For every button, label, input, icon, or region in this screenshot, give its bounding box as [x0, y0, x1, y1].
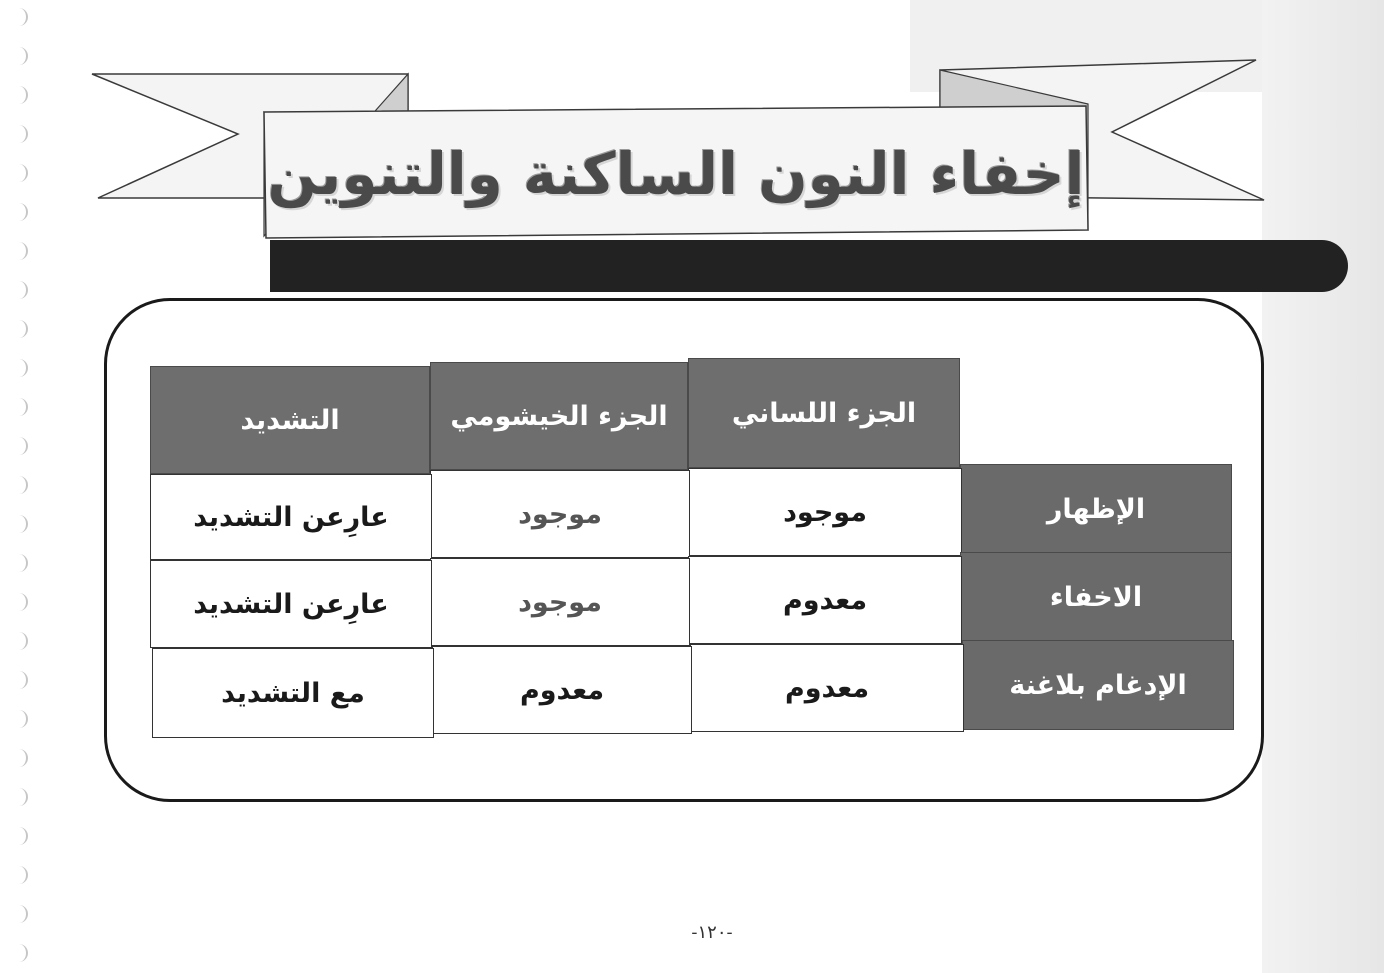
- column-header-nasal-part: الجزء الخيشومي: [430, 362, 688, 470]
- row-header-izhar: الإظهار: [960, 464, 1232, 554]
- binding-ring: [6, 515, 28, 533]
- cell-ikhfa-shaddah: عارِعن التشديد: [150, 560, 432, 648]
- binding-ring: [6, 476, 28, 494]
- binding-ring: [6, 788, 28, 806]
- binding-ring: [6, 554, 28, 572]
- title-underline-bar: [270, 240, 1348, 292]
- cell-idgham-shaddah: مع التشديد: [152, 648, 434, 738]
- column-header-shaddah: التشديد: [150, 366, 430, 474]
- binding-ring: [6, 710, 28, 728]
- cell-idgham-lingual: معدوم: [690, 644, 964, 732]
- binding-ring: [6, 398, 28, 416]
- cell-izhar-lingual: موجود: [688, 468, 962, 556]
- binding-ring: [6, 359, 28, 377]
- binding-ring: [6, 632, 28, 650]
- row-header-idgham-without-ghunnah: الإدغام بلاغنة: [962, 640, 1234, 730]
- row-header-ikhfa: الاخفاء: [960, 552, 1232, 642]
- page-title: إخفاء النون الساكنة والتنوين: [267, 140, 1085, 208]
- column-header-lingual-part: الجزء اللساني: [688, 358, 960, 468]
- binding-ring: [6, 827, 28, 845]
- cell-izhar-nasal: موجود: [430, 470, 690, 558]
- cell-ikhfa-nasal: موجود: [430, 558, 690, 646]
- binding-ring: [6, 866, 28, 884]
- binding-ring: [6, 320, 28, 338]
- cell-ikhfa-lingual: معدوم: [688, 556, 962, 644]
- cell-idgham-nasal: معدوم: [432, 646, 692, 734]
- page-number: -١٢٠-: [691, 921, 733, 943]
- binding-ring: [6, 749, 28, 767]
- binding-ring: [6, 905, 28, 923]
- binding-ring: [6, 437, 28, 455]
- binding-ring: [6, 671, 28, 689]
- binding-ring: [6, 593, 28, 611]
- binding-ring: [6, 944, 28, 962]
- cell-izhar-shaddah: عارِعن التشديد: [150, 474, 432, 560]
